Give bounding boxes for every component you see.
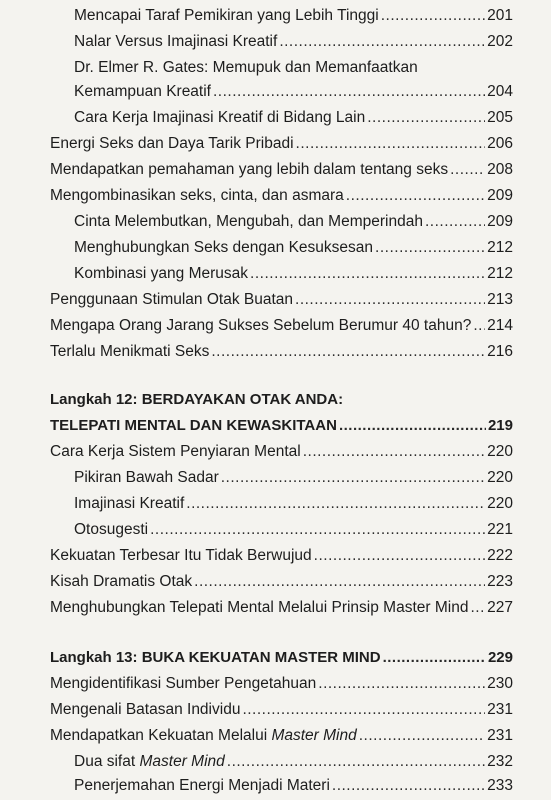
dot-leader (242, 700, 485, 720)
toc-entry-title: Nalar Versus Imajinasi Kreatif (74, 33, 278, 50)
toc-page-number: 227 (487, 599, 513, 616)
dot-leader (296, 134, 486, 154)
toc-entry (74, 106, 513, 128)
toc-entry (50, 184, 513, 206)
toc-entry (74, 750, 513, 772)
dot-leader (425, 212, 485, 232)
chapter-title: Langkah 12: BERDAYAKAN OTAK ANDA: (50, 391, 344, 408)
dot-leader (359, 726, 485, 746)
toc-entry (50, 698, 513, 720)
toc-page-number: 204 (487, 83, 513, 100)
toc-entry-title: Dr. Elmer R. Gates: Memupuk dan Memanfaatkan (74, 59, 418, 76)
toc-entry-title: Energi Seks dan Daya Tarik Pribadi (50, 135, 294, 152)
toc-entry-title: Cara Kerja Imajinasi Kreatif di Bidang Lain (74, 109, 366, 126)
toc-entry-title: Kisah Dramatis Otak (50, 573, 193, 590)
toc-entry (50, 132, 513, 154)
dot-leader (250, 264, 485, 284)
toc-entry (50, 288, 513, 310)
dot-leader (346, 186, 485, 206)
toc-entry-title: Mengidentifikasi Sumber Pengetahuan (50, 675, 317, 692)
toc-entry-title: Imajinasi Kreatif (74, 495, 185, 512)
dot-leader (314, 546, 485, 566)
toc-entry (50, 158, 513, 180)
dot-leader (383, 648, 486, 668)
dot-leader (367, 108, 485, 128)
toc-entry-title-italic: Master Mind (139, 753, 225, 770)
toc-page-number: 222 (487, 547, 513, 564)
toc-page-number: 216 (487, 343, 513, 360)
chapter-title: TELEPATI MENTAL DAN KEWASKITAAN (50, 417, 337, 434)
dot-leader (211, 342, 485, 362)
toc-entry-title: Penerjemahan Energi Menjadi Materi (74, 777, 330, 794)
dot-leader (279, 32, 485, 52)
toc-entry (74, 4, 513, 26)
chapter-heading (50, 414, 513, 436)
toc-entry (50, 314, 513, 336)
toc-page-number: 209 (487, 213, 513, 230)
dot-leader (381, 6, 485, 26)
toc-page-number: 232 (487, 753, 513, 770)
toc-entry (74, 236, 513, 258)
toc-entry (74, 210, 513, 232)
toc-entry (50, 544, 513, 566)
toc-entry (74, 30, 513, 52)
toc-page-number: 231 (487, 701, 513, 718)
toc-entry (74, 80, 513, 102)
toc-entry-title (50, 726, 357, 746)
toc-entry-title: Menghubungkan Seks dengan Kesuksesan (74, 239, 374, 256)
toc-entry-title: Kemampuan Kreatif (74, 83, 211, 100)
dot-leader (375, 238, 485, 258)
dot-leader (470, 598, 485, 618)
toc-entry (74, 492, 513, 514)
toc-entry-title: Pikiran Bawah Sadar (74, 469, 219, 486)
toc-page-number: 214 (487, 317, 513, 334)
toc-page-number: 209 (487, 187, 513, 204)
toc-entry (74, 262, 513, 284)
toc-page-number: 219 (487, 417, 513, 434)
toc-entry-title (74, 752, 225, 772)
toc-page-number: 229 (487, 649, 513, 666)
toc-entry-title: Mengombinasikan seks, cinta, dan asmara (50, 187, 344, 204)
toc-entry-title: Cinta Melembutkan, Mengubah, dan Memperindah (74, 213, 423, 230)
toc-page-number: 212 (487, 239, 513, 256)
toc-page-number: 230 (487, 675, 513, 692)
chapter-title: Langkah 13: BUKA KEKUATAN MASTER MIND (50, 649, 381, 666)
toc-page-number: 233 (487, 777, 513, 794)
toc-entry-title: Otosugesti (74, 521, 149, 538)
toc-entry (50, 570, 513, 592)
toc-page-number: 220 (487, 495, 513, 512)
toc-entry-title: Penggunaan Stimulan Otak Buatan (50, 291, 294, 308)
toc-entry (74, 466, 513, 488)
toc-page-number: 231 (487, 727, 513, 744)
toc-entry-title: Cara Kerja Sistem Penyiaran Mental (50, 443, 301, 460)
toc-page-number: 220 (487, 469, 513, 486)
dot-leader (186, 494, 485, 514)
toc-entry-title-text: Mendapatkan Kekuatan Melalui (50, 727, 272, 744)
dot-leader (450, 160, 485, 180)
toc-entry-title: Terlalu Menikmati Seks (50, 343, 210, 360)
dot-leader (194, 572, 485, 592)
toc-entry (50, 596, 513, 618)
toc-page-number: 213 (487, 291, 513, 308)
toc-entry (50, 724, 513, 746)
dot-leader (295, 290, 485, 310)
toc-entry-title: Mengenali Batasan Individu (50, 701, 241, 718)
toc-entry-title-text: Dua sifat (74, 753, 140, 770)
chapter-heading (50, 646, 513, 668)
toc-entry-title: Mencapai Taraf Pemikiran yang Lebih Tinggi (74, 7, 379, 24)
toc-page-number: 201 (487, 7, 513, 24)
toc-page-number: 212 (487, 265, 513, 282)
toc-entry-title-italic: Master Mind (271, 727, 357, 744)
toc-entry (74, 56, 513, 78)
toc-page-number: 206 (487, 135, 513, 152)
dot-leader (473, 316, 485, 336)
toc-page-number: 223 (487, 573, 513, 590)
dot-leader (318, 674, 485, 694)
toc-entry-title: Mendapatkan pemahaman yang lebih dalam tentang seks (50, 161, 449, 178)
chapter-heading (50, 388, 513, 410)
toc-entry (50, 340, 513, 362)
toc-entry (50, 440, 513, 462)
toc-page-number: 221 (487, 521, 513, 538)
dot-leader (213, 82, 485, 102)
toc-page-number: 208 (487, 161, 513, 178)
toc-entry-title: Menghubungkan Telepati Mental Melalui Prinsip Master Mind (50, 599, 469, 616)
dot-leader (227, 752, 485, 772)
dot-leader (221, 468, 485, 488)
dot-leader (339, 416, 486, 436)
toc-entry-title: Kombinasi yang Merusak (74, 265, 249, 282)
toc-entry-title: Kekuatan Terbesar Itu Tidak Berwujud (50, 547, 312, 564)
dot-leader (332, 776, 485, 796)
dot-leader (303, 442, 485, 462)
toc-page-number: 220 (487, 443, 513, 460)
toc-entry-title: Mengapa Orang Jarang Sukses Sebelum Berumur 40 tahun? (50, 317, 472, 334)
toc-entry (50, 672, 513, 694)
toc-page-number: 202 (487, 33, 513, 50)
toc-page-number: 205 (487, 109, 513, 126)
dot-leader (150, 520, 485, 540)
toc-entry (74, 774, 513, 796)
toc-entry (74, 518, 513, 540)
